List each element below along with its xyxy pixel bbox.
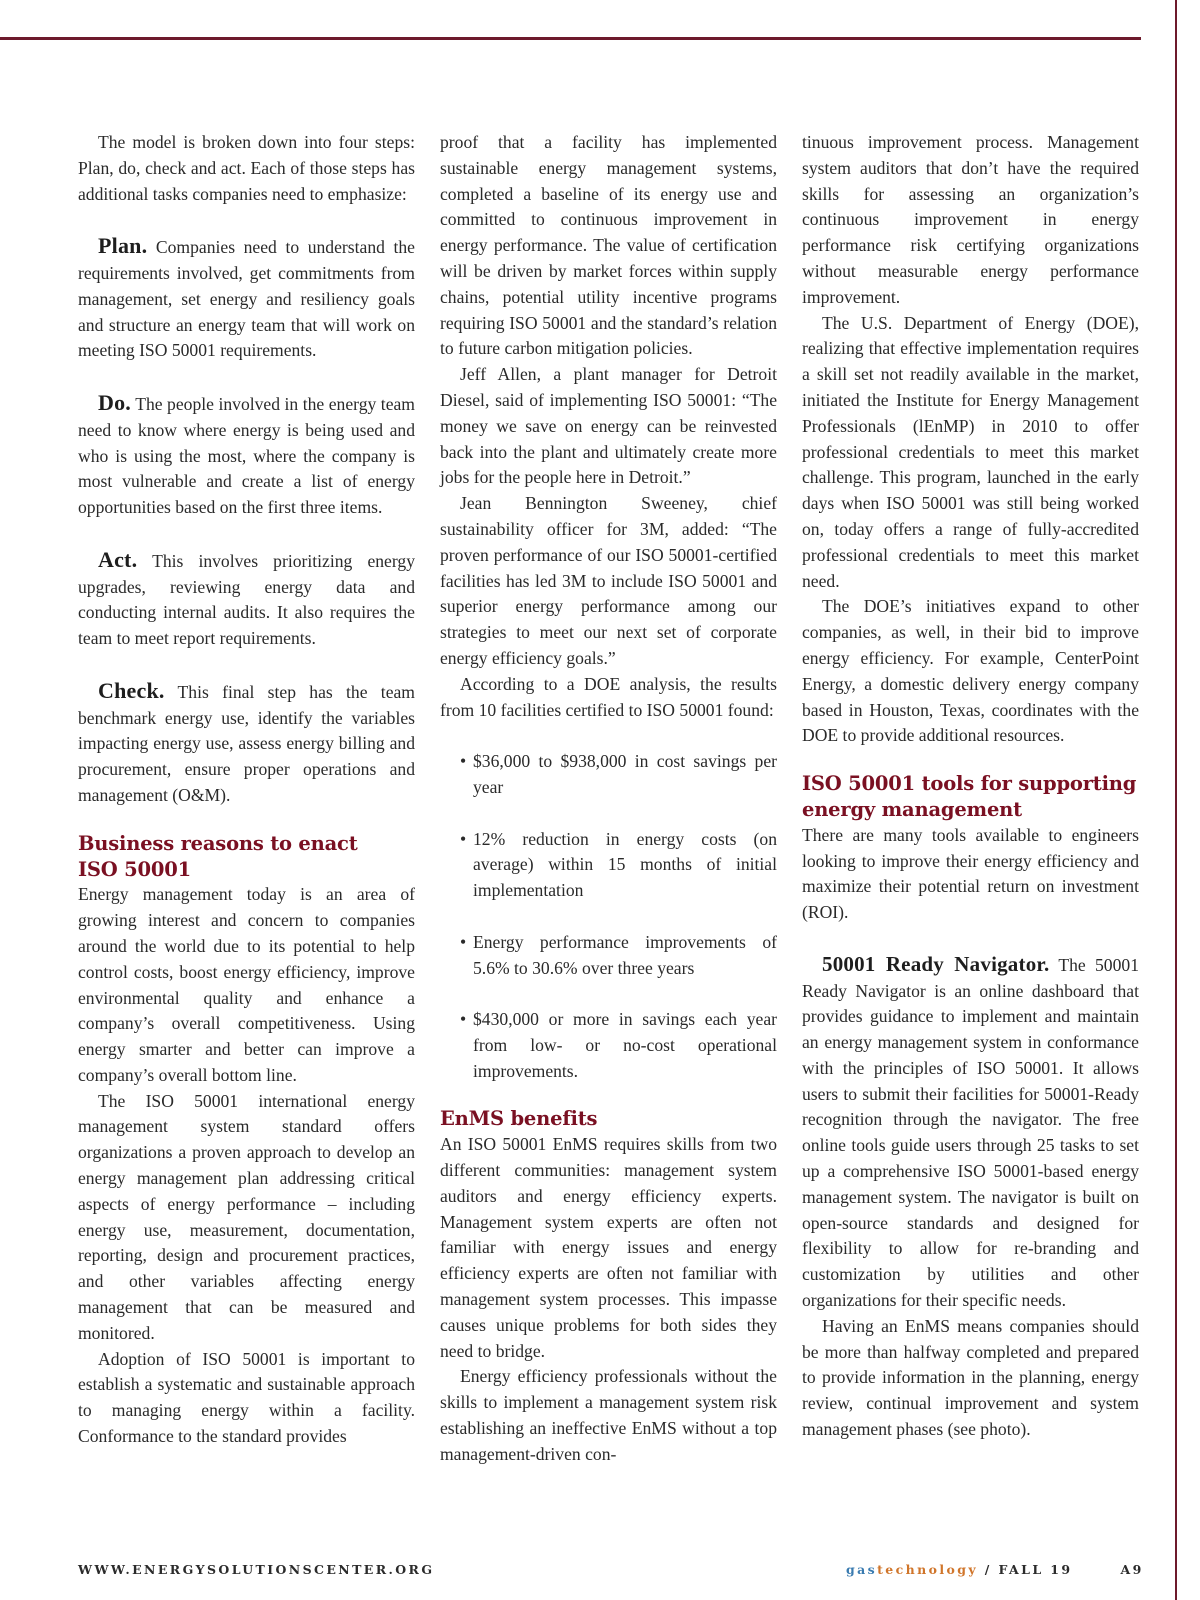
plan-text: Companies need to understand the requirements involved, get commitments from management, set energy and resiliency goals and structure an energy team that will work on meeting ISO 50001 requirements. bbox=[78, 237, 415, 361]
list-item-text: Energy performance improvements of 5.6% to 30.6% over three years bbox=[473, 931, 777, 978]
column-3 bbox=[802, 130, 1139, 1443]
act-lead: Act. bbox=[98, 546, 138, 572]
check-lead: Check. bbox=[98, 677, 165, 703]
bullet-icon: • bbox=[460, 751, 467, 772]
quote-paragraph: Jean Bennington Sweeney, chief sustainability officer for 3M, added: “The proven performance of our ISO 50001-certified facilities has led 3M to include ISO 50001 and superior energy performance among our strategies to meet our next set of corporate energy efficiency goals.” bbox=[440, 493, 777, 668]
column-1 bbox=[78, 130, 415, 1450]
body-paragraph: Adoption of ISO 50001 is important to establish a systematic and sustainable approach to managing energy within a facility. Conformance to the standard provides bbox=[78, 1348, 415, 1447]
section-heading-enms-benefits: EnMS benefits bbox=[440, 1107, 598, 1131]
do-text: The people involved in the energy team need to know where energy is being used and who is using the most, where the company is most vulnerable and create a list of energy opportunities based on the first three items. bbox=[78, 393, 415, 518]
bullet-icon: • bbox=[460, 1009, 467, 1030]
body-paragraph: Energy efficiency professionals without the skills to implement a management system risk establishing an ineffective EnMS without a top management-driven con- bbox=[440, 1366, 777, 1464]
plan-lead: Plan. bbox=[98, 233, 148, 259]
brand-technology: technology bbox=[877, 1562, 979, 1577]
list-item-text: $430,000 or more in savings each year from low- or no-cost operational improvements. bbox=[473, 1009, 777, 1081]
list-item bbox=[440, 827, 777, 904]
body-paragraph: There are many tools available to engineers looking to improve their energy efficiency and maximize their potential return on investment (ROI). bbox=[802, 824, 1139, 923]
navigator-text: The 50001 Ready Navigator is an online dashboard that provides guidance to implement and maintain an energy management system in conformance with the principles of ISO 50001. It allows users to submit their facilities for 50001-Ready recognition through the navigator. The free online tools guide users through 25 tasks to set up a comprehensive ISO 50001-based energy management system. The navigator is built on open-source standards and designed for flexibility to allow for re-branding and customization by utilities and other organizations for their specific needs. bbox=[802, 954, 1139, 1311]
list-item bbox=[440, 1007, 777, 1084]
body-paragraph: Energy management today is an area of growing interest and concern to companies around the world due to its potential to help control costs, boost energy efficiency, improve environmental quality and enhance a company’s overall competitiveness. Using energy smarter and better can improve a company’s overall bottom line. bbox=[78, 884, 415, 1085]
do-lead: Do. bbox=[98, 389, 131, 415]
body-paragraph: The DOE’s initiatives expand to other companies, as well, in their bid to improve energy efficiency. For example, CenterPoint Energy, a domestic delivery energy company based in Houston, Texas, coordinates with the DOE to provide additional resources. bbox=[802, 596, 1139, 746]
side-rule bbox=[1175, 0, 1177, 1600]
plan-paragraph bbox=[78, 233, 415, 364]
check-paragraph bbox=[78, 678, 415, 809]
brand-gas: gas bbox=[846, 1562, 878, 1577]
body-paragraph: proof that a facility has implemented sustainable energy management systems, completed a baseline of its energy use and committed to continuous improvement in energy performance. The value of certification will be driven by market forces within supply chains, potential utility incentive programs requiring ISO 50001 and the standard’s relation to future carbon mitigation policies. bbox=[440, 132, 777, 359]
check-text: This final step has the team benchmark energy use, identify the variables impacting energy use, assess energy billing and procurement, ensure proper operations and management (O&M). bbox=[78, 681, 415, 805]
issue-label: / FALL 19 bbox=[978, 1562, 1073, 1577]
body-paragraph: tinuous improvement process. Management system auditors that don’t have the required skills for assessing an organization’s continuous improvement in energy performance risk certifying organizations without measurable energy performance improvement. bbox=[802, 132, 1139, 307]
section-heading-tools: ISO 50001 tools for supporting energy management bbox=[802, 772, 1137, 821]
act-paragraph bbox=[78, 547, 415, 652]
act-text: This involves prioritizing energy upgrades, reviewing energy data and conducting internal audits. It also requires the team to meet report requirements. bbox=[78, 550, 415, 649]
do-paragraph bbox=[78, 390, 415, 521]
heading-line: ISO 50001 bbox=[78, 857, 192, 881]
list-item-text: 12% reduction in energy costs (on average) within 15 months of initial implementation bbox=[473, 828, 777, 901]
body-paragraph: The ISO 50001 international energy management system standard offers organizations a proven approach to develop an energy management plan addressing critical aspects of energy performance – including energy use, measurement, documentation, reporting, design and procurement practices, and other variables affecting energy management that can be measured and monitored. bbox=[78, 1090, 415, 1343]
top-rule bbox=[0, 37, 1141, 40]
list-item-text: $36,000 to $938,000 in cost savings per year bbox=[473, 751, 777, 797]
column-2 bbox=[440, 130, 777, 1468]
footer-website: WWW.ENERGYSOLUTIONSCENTER.ORG bbox=[78, 1562, 435, 1577]
body-paragraph: Having an EnMS means companies should be more than halfway completed and prepared to provide information in the planning, energy review, continual improvement and system management phases (see photo). bbox=[802, 1315, 1139, 1440]
bullet-icon: • bbox=[460, 931, 467, 952]
list-item bbox=[440, 749, 777, 801]
findings-list bbox=[440, 749, 777, 1084]
quote-paragraph: Jeff Allen, a plant manager for Detroit Diesel, said of implementing ISO 50001: “The money we save on energy can be reinvested back into the plant and ultimately create more jobs for the people here in Detroit.” bbox=[440, 364, 777, 488]
body-paragraph: An ISO 50001 EnMS requires skills from two different communities: management system auditors and energy efficiency experts. Management system experts are often not familiar with energy issues and energy efficiency experts are often not familiar with management system processes. This impasse causes unique problems for both sides they need to bridge. bbox=[440, 1134, 777, 1361]
intro-paragraph: The model is broken down into four steps: Plan, do, check and act. Each of those steps has additional tasks companies need to emphasize: bbox=[78, 132, 415, 204]
navigator-lead: 50001 Ready Navigator. bbox=[822, 951, 1050, 976]
bullet-icon: • bbox=[460, 828, 467, 849]
heading-line: Business reasons to enact bbox=[78, 831, 358, 855]
body-paragraph: According to a DOE analysis, the results from 10 facilities certified to ISO 50001 found: bbox=[440, 673, 777, 720]
list-item bbox=[440, 930, 777, 982]
page-number: A9 bbox=[1120, 1562, 1144, 1577]
footer-publication bbox=[846, 1562, 1144, 1577]
navigator-paragraph bbox=[802, 952, 1139, 1314]
body-paragraph: The U.S. Department of Energy (DOE), realizing that effective implementation requires a skill set not readily available in the market, initiated the Institute for Energy Management Professionals (lEnMP) in 2010 to offer professional credentials to meet this market challenge. This program, launched in the early days when ISO 50001 was still being worked on, today offers a range of fully-accredited professional credentials to meet this market need. bbox=[802, 312, 1139, 591]
section-heading-business-reasons bbox=[78, 831, 415, 883]
